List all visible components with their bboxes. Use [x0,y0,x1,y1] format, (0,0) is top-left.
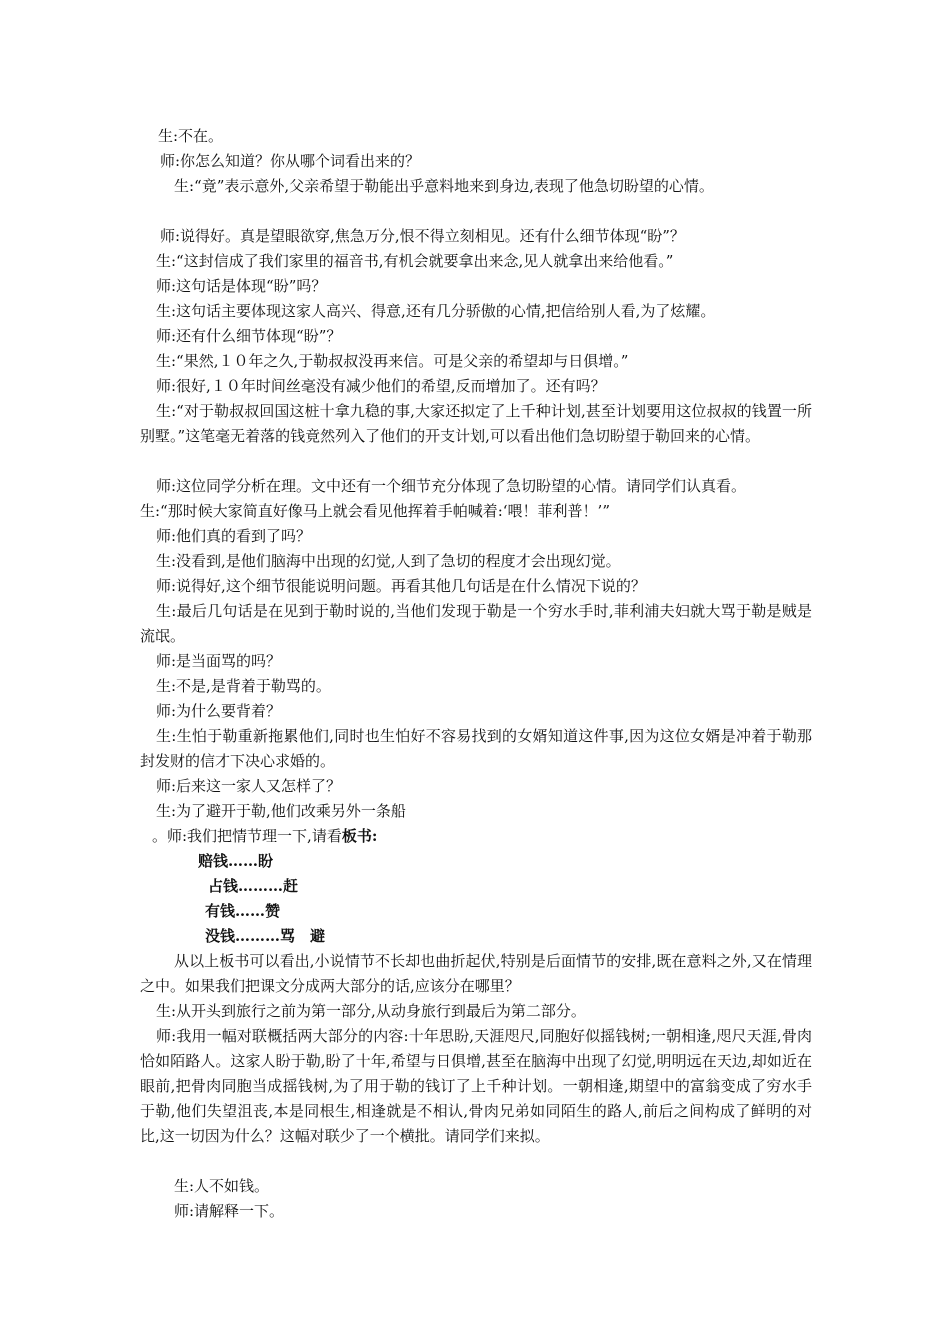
dialogue-line: 师:说得好。真是望眼欲穿,焦急万分,恨不得立刻相见。还有什么细节体现“盼”？ [160,227,685,245]
dialogue-line: 师:很好,１０年时间丝毫没有减少他们的希望,反而增加了。还有吗？ [156,377,606,395]
dialogue-line: 师:你怎么知道？你从哪个词看出来的？ [160,152,421,170]
dialogue-line: 师:说得好,这个细节很能说明问题。再看其他几句话是在什么情况下说的？ [156,577,646,595]
dialogue-line: 师:他们真的看到了吗？ [156,527,312,545]
dialogue-line: 生:从开头到旅行之前为第一部分,从动身旅行到最后为第二部分。 [156,1002,586,1020]
board-heading: 板书: [341,827,378,845]
board-intro-text: 。师:我们把情节理一下,请看 [152,827,342,845]
dialogue-line: 生:人不如钱。 [174,1177,270,1195]
dialogue-line: 生:“竟”表示意外,父亲希望于勒能出乎意料地来到身边,表现了他急切盼望的心情。 [174,177,714,195]
dialogue-line [152,824,824,849]
blackboard-line: 没钱………骂 避 [205,927,326,945]
dialogue-line: 师:还有什么细节体现“盼”？ [156,327,342,345]
dialogue-line: 师:这位同学分析在理。文中还有一个细节充分体现了急切盼望的心情。请同学们认真看。 [156,477,747,495]
dialogue-line: 生:“果然,１０年之久,于勒叔叔没再来信。可是父亲的希望却与日俱增。” [156,352,629,370]
dialogue-line: 生:没看到,是他们脑海中出现的幻觉,人到了急切的程度才会出现幻觉。 [156,552,621,570]
dialogue-line: 师:这句话是体现“盼”吗？ [156,277,327,295]
dialogue-line: 生:为了避开于勒,他们改乘另外一条船 [156,802,406,820]
couplet-paragraph: 师:我用一幅对联概括两大部分的内容:十年思盼,天涯咫尺,同胞好似摇钱树;一朝相逢,咫尺天涯,骨肉恰如陌路人。这家人盼于勒,盼了十年,希望与日俱增,甚至在脑海中出现了幻觉,明明远在天边,却如近在眼前,把骨肉同胞当成摇钱树,为了用于勒的钱订了上千种计划。一朝相逢,期望中的富翁变成了穷水手于勒,他们失望沮丧,本是同根生,相逢就是不相认,骨肉兄弟如同陌生的路人,前后之间构成了鲜明的对比,这一切因为什么？这幅对联少了一个横批。请同学们来拟。 [140,1027,812,1145]
dialogue-line: 生:“这封信成了我们家里的福音书,有机会就要拿出来念,见人就拿出来给他看。” [156,252,674,270]
dialogue-line: 师:是当面骂的吗？ [156,652,282,670]
dialogue-paragraph: 生:最后几句话是在见到于勒时说的,当他们发现于勒是一个穷水手时,菲利浦夫妇就大骂于勒是贼是流氓。 [140,602,812,645]
dialogue-line: 师:请解释一下。 [174,1202,285,1220]
blackboard-line: 占钱………赶 [208,877,299,895]
dialogue-line: 师:为什么要背着？ [156,702,282,720]
dialogue-paragraph: 生:“对于勒叔叔回国这桩十拿九稳的事,大家还拟定了上千种计划,甚至计划要用这位叔叔的钱置一所别墅。”这笔毫无着落的钱竟然列入了他们的开支计划,可以看出他们急切盼望于勒回来的心情。 [140,402,812,445]
dialogue-paragraph: 生:生怕于勒重新拖累他们,同时也生怕好不容易找到的女婿知道这件事,因为这位女婿是冲着于勒那封发财的信才下决心求婚的。 [140,727,812,770]
dialogue-line: 生:这句话主要体现这家人高兴、得意,还有几分骄傲的心情,把信给别人看,为了炫耀。 [156,302,716,320]
blackboard-line: 有钱……赞 [205,902,281,920]
dialogue-line: 生:不是,是背着于勒骂的。 [156,677,331,695]
dialogue-line: 师:后来这一家人又怎样了？ [156,777,342,795]
blackboard-line: 赔钱……盼 [198,852,274,870]
analysis-paragraph: 从以上板书可以看出,小说情节不长却也曲折起伏,特别是后面情节的安排,既在意料之外,又在情理之中。如果我们把课文分成两大部分的话,应该分在哪里？ [140,952,812,995]
dialogue-line: 生:不在。 [158,127,224,145]
dialogue-line: 生:“那时候大家简直好像马上就会看见他挥着手帕喊着:‘喂！菲利普！’” [140,502,610,520]
